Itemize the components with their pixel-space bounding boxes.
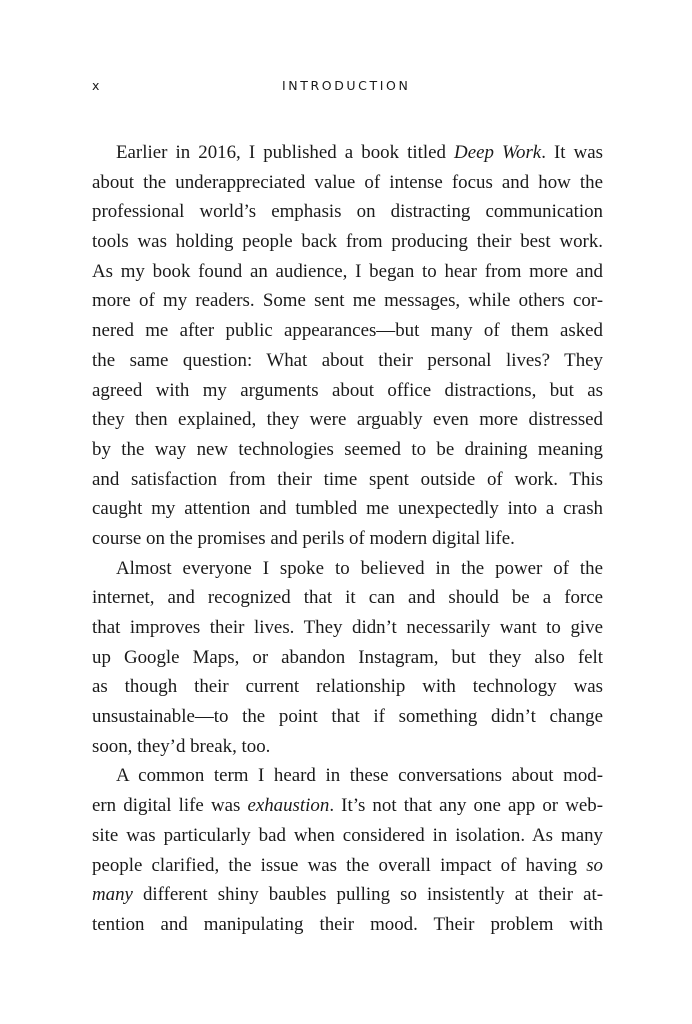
text-line: [92, 643, 603, 673]
body-text: [92, 138, 603, 940]
text-run: more of my readers. Some sent me messages, while others cor-: [92, 290, 603, 312]
text-run: they then explained, they were arguably even more distressed: [92, 409, 603, 431]
text-line: [92, 613, 603, 643]
text-run: and satisfaction from their time spent outside of work. This: [92, 468, 603, 490]
text-line: [92, 791, 603, 821]
text-line: [92, 821, 603, 851]
text-run: as though their current relationship with technology was: [92, 676, 603, 698]
text-line: [92, 583, 603, 613]
text-line: [92, 376, 603, 406]
text-run: people clarified, the issue was the overall impact of having: [92, 854, 587, 876]
text-run: caught my attention and tumbled me unexpectedly into a crash: [92, 498, 603, 520]
text-run: up Google Maps, or abandon Instagram, but they also felt: [92, 646, 603, 668]
text-line: [92, 257, 603, 287]
text-line: [92, 227, 603, 257]
italic-text: Deep Work: [454, 142, 542, 163]
text-line: [92, 168, 603, 198]
text-run: tention and manipulating their mood. Their problem with: [92, 913, 603, 935]
text-line: [92, 702, 603, 732]
text-run: Earlier in 2016, I published a book titled: [116, 142, 455, 163]
text-run: different shiny baubles pulling so insistently at their at-: [132, 884, 603, 906]
text-run: As my book found an audience, I began to hear from more and: [92, 260, 603, 282]
text-run: Almost everyone I spoke to believed in the power of the: [116, 557, 603, 579]
text-line: [92, 197, 603, 227]
text-run: site was particularly bad when considered in isolation. As many: [92, 824, 603, 846]
text-line: [92, 286, 603, 316]
text-line: [92, 880, 603, 910]
text-line: [92, 554, 603, 584]
text-line: [92, 732, 603, 762]
text-run: internet, and recognized that it can and should be a force: [92, 587, 603, 609]
text-line: [92, 761, 603, 791]
text-line: [92, 524, 603, 554]
running-header: [92, 78, 603, 98]
text-line: [92, 465, 603, 495]
text-line: [92, 910, 603, 940]
text-run: . It’s not that any one app or web-: [329, 795, 603, 817]
text-line: [92, 494, 603, 524]
text-line: [92, 316, 603, 346]
text-run: course on the promises and perils of modern digital life.: [92, 527, 515, 549]
page-number: x: [92, 78, 102, 93]
text-run: soon, they’d break, too.: [92, 735, 271, 757]
text-run: A common term I heard in these conversations about mod-: [116, 765, 603, 787]
text-run: by the way new technologies seemed to be draining meaning: [92, 438, 603, 460]
text-run: agreed with my arguments about office distractions, but as: [92, 379, 603, 401]
text-line: [92, 405, 603, 435]
text-run: professional world’s emphasis on distracting communication: [92, 201, 603, 223]
text-line: [92, 672, 603, 702]
text-run: . It was: [541, 142, 604, 163]
text-run: that improves their lives. They didn’t necessarily want to give: [92, 617, 603, 638]
text-run: unsustainable—to the point that if something didn’t change: [92, 706, 603, 728]
paragraph: [92, 761, 603, 939]
text-run: ern digital life was: [92, 795, 248, 817]
paragraph: [92, 554, 603, 762]
text-line: [92, 435, 603, 465]
text-run: nered me after public appearances—but many of them asked: [92, 320, 603, 342]
text-line: [92, 851, 603, 881]
text-run: the same question: What about their personal lives? They: [92, 349, 603, 371]
text-line: [92, 138, 603, 168]
text-run: tools was holding people back from producing their best work.: [92, 231, 603, 253]
text-run: about the underappreciated value of intense focus and how the: [92, 171, 603, 193]
paragraph: [92, 138, 603, 554]
italic-text: so: [586, 854, 603, 876]
italic-text: exhaustion: [247, 795, 330, 817]
italic-text: many: [92, 884, 133, 906]
text-line: [92, 346, 603, 376]
running-head-title: INTRODUCTION: [282, 78, 411, 93]
